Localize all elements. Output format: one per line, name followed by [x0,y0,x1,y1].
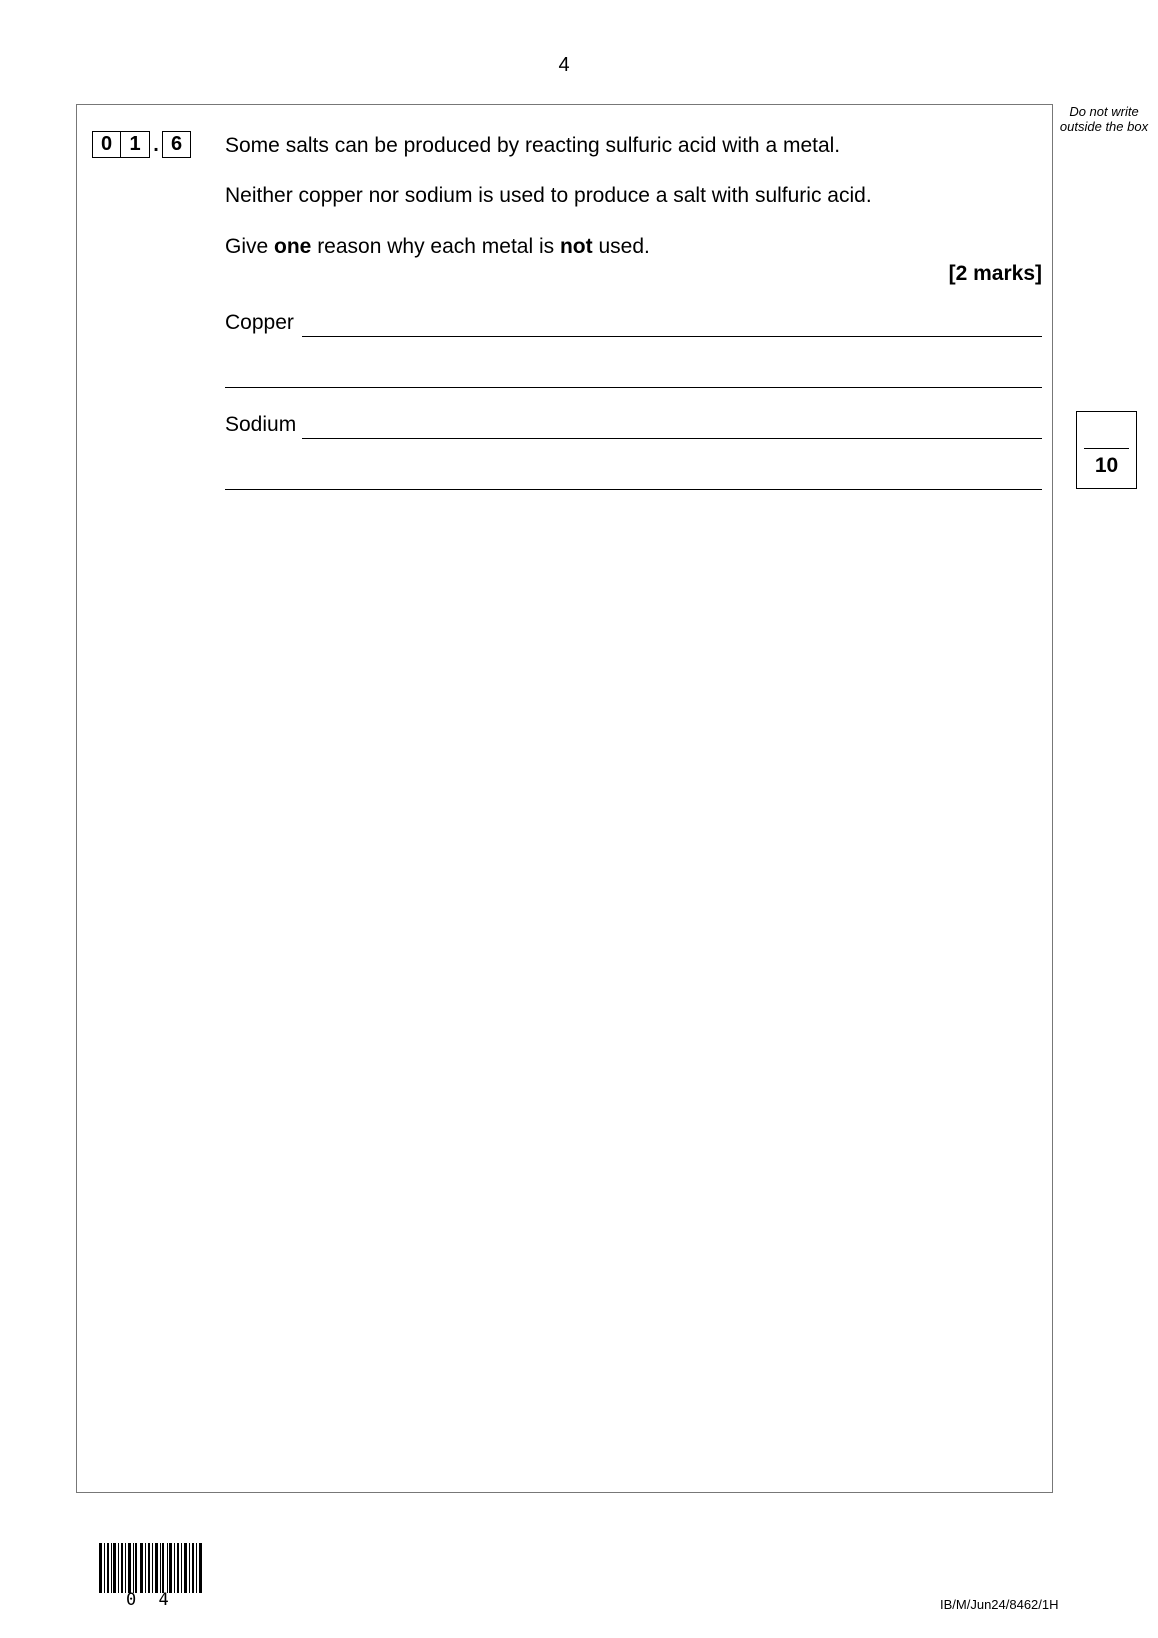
sodium-answer-line-2[interactable] [225,489,1042,490]
margin-note: Do not write outside the box [1059,104,1149,134]
barcode-text: 0 4 [126,1590,175,1610]
page-number: 4 [558,54,570,76]
instruction-emphasis-not: not [559,235,593,258]
sodium-label: Sodium [225,413,297,436]
question-text-1: Some salts can be produced by reacting sulfuric acid with a metal. [225,134,841,157]
question-digit: 6 [162,131,191,158]
footer-reference: IB/M/Jun24/8462/1H [940,1597,1059,1612]
copper-label: Copper [225,311,294,334]
instruction-part: used. [592,235,650,258]
question-text-2: Neither copper nor sodium is used to produce a salt with sulfuric acid. [225,184,872,207]
marks-label: [2 marks] [948,262,1042,285]
copper-answer-line[interactable] [302,336,1042,337]
question-separator: . [153,134,159,156]
question-text-3 [225,235,650,259]
sodium-answer-line[interactable] [302,438,1042,439]
score-rule [1084,448,1129,449]
question-digit: 0 [92,131,121,158]
question-number [92,131,191,158]
copper-answer-line-2[interactable] [225,387,1042,388]
instruction-part: Give [225,235,275,258]
score-value: 10 [1094,454,1119,477]
instruction-emphasis-one: one [274,235,312,258]
question-digit: 1 [121,131,150,158]
score-box [1076,411,1137,489]
barcode-icon [99,1543,203,1593]
instruction-part: reason why each metal is [311,235,560,258]
answer-frame [76,104,1053,1493]
